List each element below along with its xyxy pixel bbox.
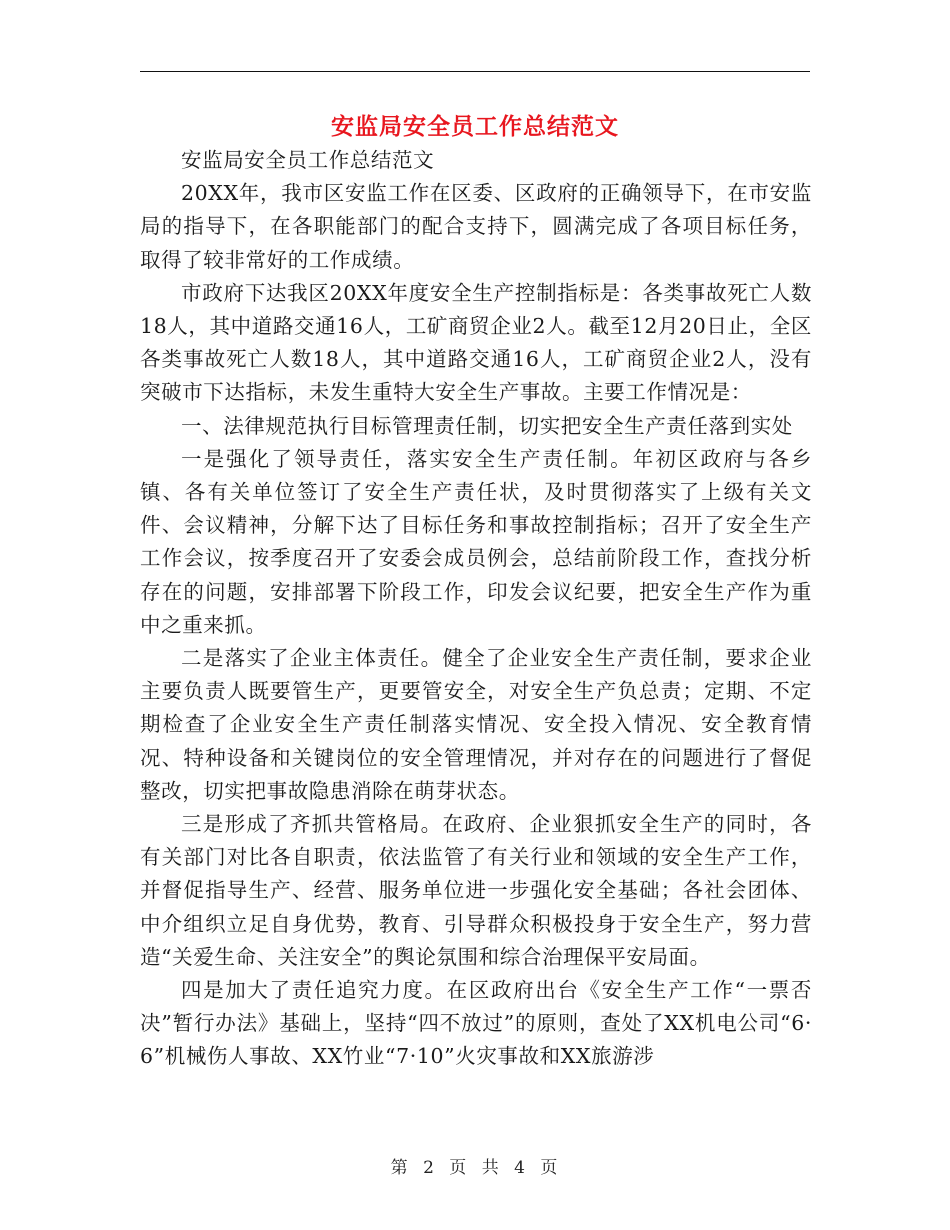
paragraph-section-heading: 一、法律规范执行目标管理责任制，切实把安全生产责任落到实处	[181, 413, 793, 438]
paragraph-point-four: 四是加大了责任追究力度。在区政府出台《安全生产工作“一票否决”暂行办法》基础上，坚持“四不放过”的原则，查处了XX机电公司“6·6”机械伤人事故、XX竹业“7·10”火灾事故和XX旅游涉	[140, 978, 812, 1069]
header-rule	[140, 71, 810, 72]
paragraph-targets: 市政府下达我区20XX年度安全生产控制指标是：各类事故死亡人数18人，其中道路交通16人，工矿商贸企业2人。截至12月20日止，全区各类事故死亡人数18人，其中道路交通16人，工矿商贸企业2人，没有突破市下达指标，未发生重特大安全生产事故。主要工作情况是：	[140, 280, 812, 405]
paragraph-subtitle: 安监局安全员工作总结范文	[181, 148, 435, 172]
paragraph-point-one: 一是强化了领导责任，落实安全生产责任制。年初区政府与各乡镇、各有关单位签订了安全生产责任状，及时贯彻落实了上级有关文件、会议精神，分解下达了目标任务和事故控制指标；召开了安全生产工作会议，按季度召开了安委会成员例会，总结前阶段工作，查找分析存在的问题，安排部署下阶段工作，印发会议纪要，把安全生产作为重中之重来抓。	[140, 446, 812, 637]
document-title: 安监局安全员工作总结范文	[331, 113, 619, 140]
paragraph-point-three: 三是形成了齐抓共管格局。在政府、企业狠抓安全生产的同时，各有关部门对比各自职责，依法监管了有关行业和领域的安全生产工作，并督促指导生产、经营、服务单位进一步强化安全基础；各社会团体、中介组织立足自身优势，教育、引导群众积极投身于安全生产，努力营造“关爱生命、关注安全”的舆论氛围和综合治理保平安局面。	[140, 812, 812, 969]
document-body	[140, 144, 812, 1074]
page-number-footer: 第 2 页 共 4 页	[390, 1158, 560, 1178]
paragraph-point-two: 二是落实了企业主体责任。健全了企业安全生产责任制，要求企业主要负责人既要管生产，更要管安全，对安全生产负总责；定期、不定期检查了企业安全生产责任制落实情况、安全投入情况、安全教育情况、特种设备和关键岗位的安全管理情况，并对存在的问题进行了督促整改，切实把事故隐患消除在萌芽状态。	[140, 646, 812, 803]
paragraph-intro: 20XX年，我市区安监工作在区委、区政府的正确领导下，在市安监局的指导下，在各职能部门的配合支持下，圆满完成了各项目标任务，取得了较非常好的工作成绩。	[140, 181, 812, 272]
